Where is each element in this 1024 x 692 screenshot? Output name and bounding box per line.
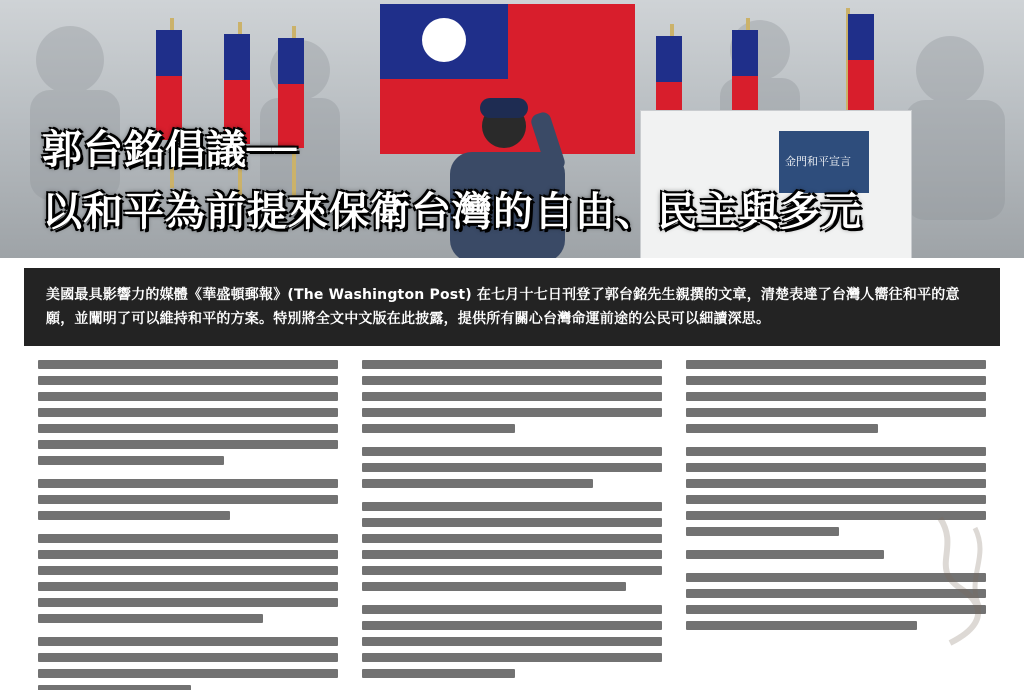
text-line xyxy=(362,479,593,488)
text-line xyxy=(38,669,338,678)
text-line xyxy=(362,392,662,401)
flag-canton xyxy=(380,4,508,79)
text-line xyxy=(38,424,338,433)
text-line xyxy=(362,621,662,630)
text-line xyxy=(362,518,662,527)
headline xyxy=(42,126,862,236)
intro-text: 美國最具影響力的媒體《華盛頓郵報》(The Washington Post) 在七月十七日刊登了郭台銘先生親撰的文章，清楚表達了台灣人嚮往和平的意願，並闡明了可以維持和平的方案。特別將全文中文版在此披露，提供所有關心台灣命運前途的公民可以細讀深思。 xyxy=(46,287,960,327)
article-column-2 xyxy=(362,360,662,690)
text-line xyxy=(38,653,338,662)
text-line xyxy=(38,534,338,543)
text-line xyxy=(362,637,662,646)
text-line xyxy=(686,495,986,504)
text-line xyxy=(686,479,986,488)
text-line xyxy=(38,637,338,646)
article-paragraph xyxy=(38,534,338,623)
text-line xyxy=(38,360,338,369)
text-line xyxy=(38,495,338,504)
flag-small-icon xyxy=(156,30,182,140)
text-line xyxy=(686,550,884,559)
hero-banner xyxy=(0,0,1024,258)
flag-small-icon xyxy=(848,14,874,124)
text-line xyxy=(362,605,662,614)
text-line xyxy=(686,447,986,456)
headline-line-1: 郭台銘倡議── xyxy=(42,127,298,173)
text-line xyxy=(38,392,338,401)
text-line xyxy=(362,566,662,575)
text-line xyxy=(362,360,662,369)
text-line xyxy=(38,582,338,591)
stage-sign-text: 金門和平宣言 xyxy=(785,155,851,168)
text-line xyxy=(686,424,878,433)
text-line xyxy=(362,582,626,591)
article-paragraph xyxy=(38,479,338,520)
text-line xyxy=(38,376,338,385)
article-column-1 xyxy=(38,360,338,690)
text-line xyxy=(686,376,986,385)
text-line xyxy=(686,527,839,536)
article-paragraph xyxy=(38,360,338,465)
text-line xyxy=(38,456,224,465)
text-line xyxy=(362,502,662,511)
text-line xyxy=(362,653,662,662)
text-line xyxy=(686,463,986,472)
text-line xyxy=(686,621,917,630)
article-paragraph xyxy=(686,360,986,433)
text-line xyxy=(362,669,515,678)
text-line xyxy=(362,408,662,417)
article-paragraph xyxy=(362,360,662,433)
article-body xyxy=(38,360,986,690)
flag-sun-icon xyxy=(422,18,466,62)
text-line xyxy=(38,566,338,575)
calligraphy-watermark xyxy=(920,508,1000,648)
text-line xyxy=(362,550,662,559)
article-paragraph xyxy=(38,637,338,690)
text-line xyxy=(38,511,230,520)
article-paragraph xyxy=(362,447,662,488)
headline-line-2: 以和平為前提來保衛台灣的自由、民主與多元 xyxy=(42,189,862,235)
text-line xyxy=(38,614,263,623)
text-line xyxy=(38,598,338,607)
text-line xyxy=(362,463,662,472)
article-paragraph xyxy=(362,605,662,678)
article-paragraph xyxy=(362,502,662,591)
text-line xyxy=(38,479,338,488)
text-line xyxy=(38,408,338,417)
text-line xyxy=(38,685,191,690)
text-line xyxy=(38,550,338,559)
intro-summary-box xyxy=(24,268,1000,346)
text-line xyxy=(38,440,338,449)
text-line xyxy=(362,534,662,543)
text-line xyxy=(362,376,662,385)
text-line xyxy=(362,447,662,456)
text-line xyxy=(686,408,986,417)
text-line xyxy=(362,424,515,433)
text-line xyxy=(686,360,986,369)
text-line xyxy=(686,392,986,401)
